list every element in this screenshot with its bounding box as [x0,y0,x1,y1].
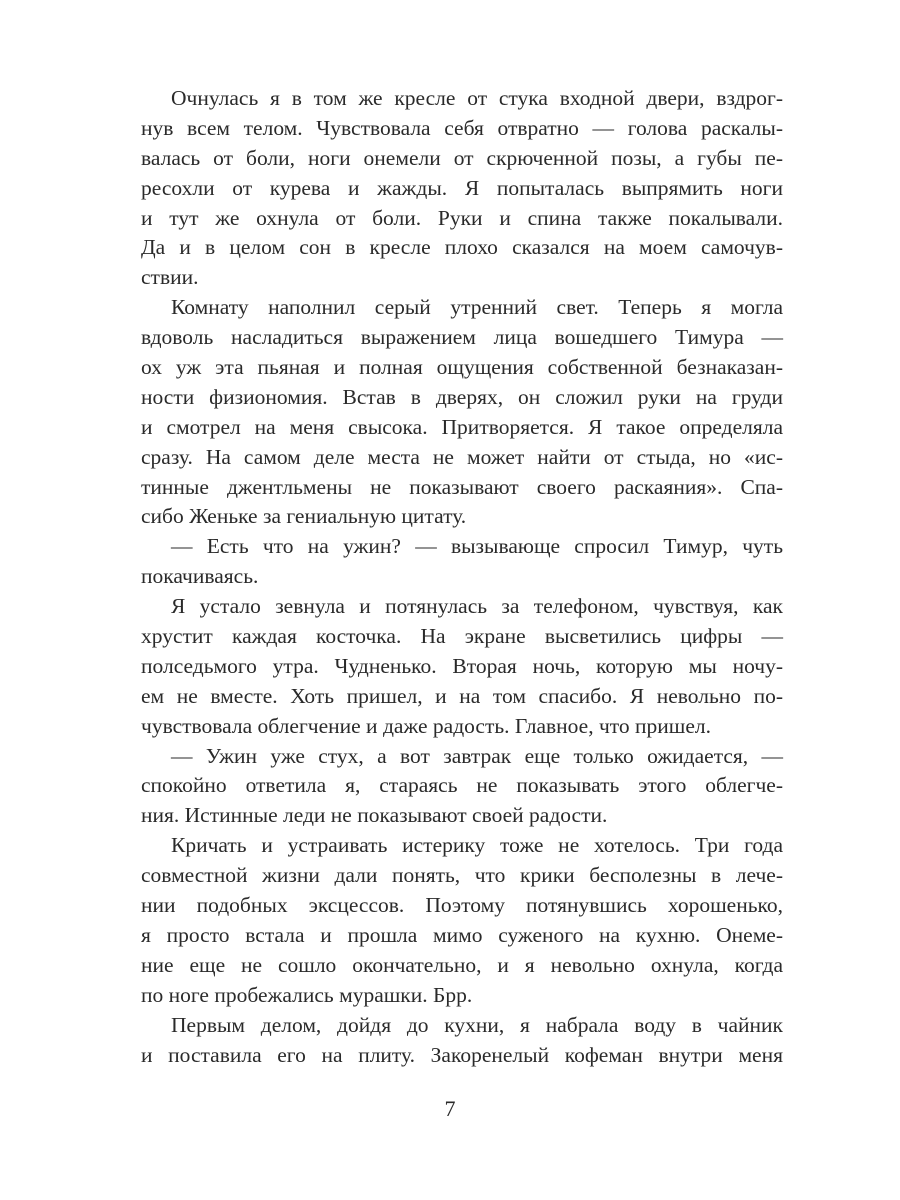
text-line: сибо Женьке за гениальную цитату. [141,504,467,529]
text-line: ния. Истинные леди не показывают своей радости. [141,803,608,828]
text-line: покачиваясь. [141,564,259,589]
text-line: ствии. [141,265,199,290]
paragraph [141,831,783,1010]
text-line: и поставила его на плиту. Закоренелый кофеман внутри меня [141,1042,783,1067]
text-line: вдоволь насладиться выражением лица вошедшего Тимура — [141,325,783,350]
paragraph [141,84,783,293]
text-line: Я устало зевнула и потянулась за телефоном, чувствуя, как [171,594,783,619]
text-line: ности физиономия. Встав в дверях, он сложил руки на груди [141,384,783,409]
text-line: и тут же охнула от боли. Руки и спина также покалывали. [141,205,783,230]
text-line: ем не вместе. Хоть пришел, и на том спасибо. Я невольно по- [141,683,783,708]
text-line: нув всем телом. Чувствовала себя отвратно — голова раскалы- [141,115,783,140]
text-line: нии подобных эксцессов. Поэтому потянувшись хорошенько, [141,893,783,918]
text-line: — Есть что на ужин? — вызывающе спросил Тимур, чуть [171,534,783,559]
text-line: — Ужин уже стух, а вот завтрак еще только ожидается, — [171,743,783,768]
text-line: ние еще не сошло окончательно, и я невольно охнула, когда [141,952,783,977]
text-line: сразу. На самом деле места не может найти от стыда, но «ис- [141,444,783,469]
text-line: валась от боли, ноги онемели от скрюченной позы, а губы пе- [141,145,783,170]
text-line: Очнулась я в том же кресле от стука входной двери, вздрог- [171,86,783,110]
page-number: 7 [444,1096,456,1121]
text-line: полседьмого утра. Чудненько. Вторая ночь, которую мы ночу- [141,653,783,678]
text-line: Комнату наполнил серый утренний свет. Теперь я могла [171,295,783,320]
text-line: по ноге пробежались мурашки. Брр. [141,982,473,1007]
paragraph [141,742,783,832]
text-line: спокойно ответила я, стараясь не показывать этого облегче- [141,773,783,798]
text-line: тинные джентльмены не показывают своего раскаяния». Спа- [141,474,783,499]
paragraph [141,1011,783,1071]
paragraph [141,592,783,741]
text-line: Первым делом, дойдя до кухни, я набрала воду в чайник [171,1012,783,1037]
text-line: совместной жизни дали понять, что крики бесполезны в лече- [141,863,783,888]
text-line: Да и в целом сон в кресле плохо сказался на моем самочув- [141,235,783,260]
text-line: ох уж эта пьяная и полная ощущения собственной безнаказан- [141,355,783,380]
text-line: хрустит каждая косточка. На экране высветились цифры — [141,624,783,649]
body-text [141,84,783,1070]
text-line: я просто встала и прошла мимо суженого на кухню. Онеме- [141,922,783,947]
text-line: ресохли от курева и жажды. Я попыталась выпрямить ноги [141,175,783,200]
text-line: чувствовала облегчение и даже радость. Главное, что пришел. [141,713,711,738]
paragraph [141,532,783,592]
paragraph [141,293,783,532]
text-line: Кричать и устраивать истерику тоже не хотелось. Три года [171,833,783,858]
text-line: и смотрел на меня свысока. Притворяется. Я такое определяла [141,414,783,439]
